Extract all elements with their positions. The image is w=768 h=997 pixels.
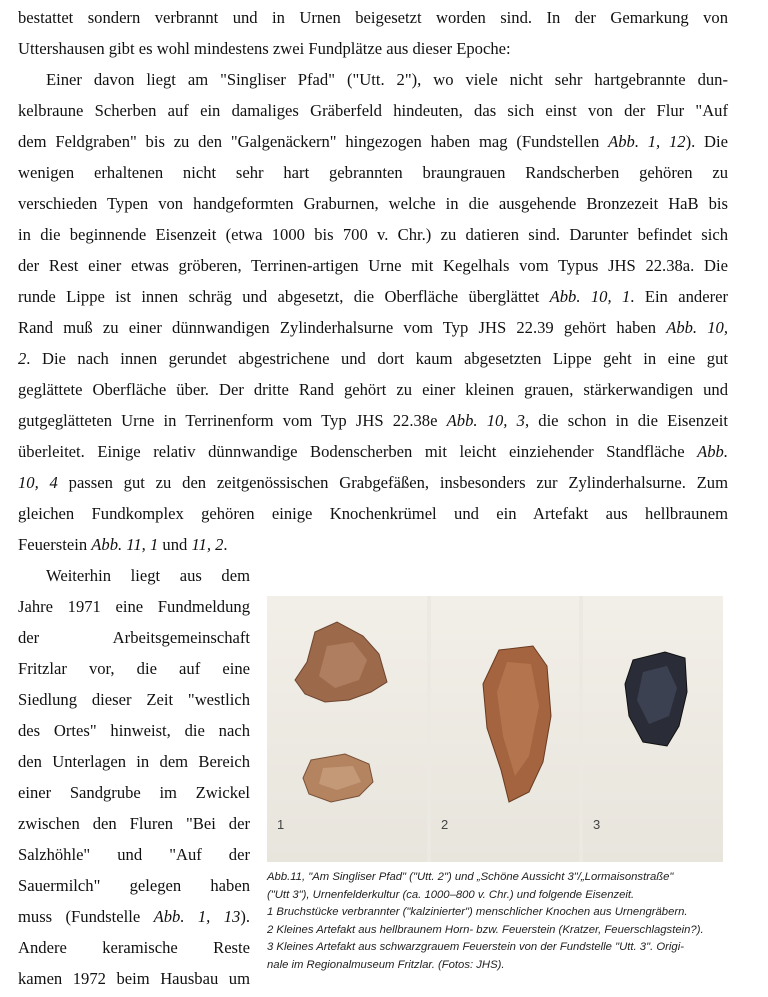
text-line: der Rest einer etwas gröberen, Terrinen-artigen Urne mit Kegelhals vom Typus JHS 22.38a. Die: [18, 256, 728, 275]
column-line: muss (Fundstelle Abb. 1, 13).: [18, 907, 250, 926]
figure-caption: [267, 869, 727, 975]
text-line: gleichen Fundkomplex gehören einige Knochenkrümel und ein Artefakt aus hellbraunem: [18, 504, 728, 523]
caption-line: 2 Kleines Artefakt aus hellbraunem Horn- bzw. Feuerstein (Kratzer, Feuerschlagstein?).: [267, 923, 704, 936]
caption-line: 1 Bruchstücke verbrannter ("kalzinierter") menschlicher Knochen aus Urnengräbern.: [267, 906, 688, 919]
black-flint-artifact-image: [583, 596, 723, 862]
text-line: wenigen erhaltenen nicht sehr hart gebrannten braungrauen Randscherben gehören zu: [18, 163, 728, 182]
photo-panel-2: [431, 596, 579, 862]
text-line: Einer davon liegt am "Singliser Pfad" ("Utt. 2"), wo viele nicht sehr hartgebrannte dun-: [46, 70, 728, 89]
column-line: den Unterlagen in dem Bereich: [18, 752, 250, 771]
column-line: einer Sandgrube im Zwickel: [18, 783, 250, 802]
column-line: Jahre 1971 eine Fundmeldung: [18, 597, 250, 616]
figure-label-3: 3: [593, 817, 601, 832]
text-line: überleitet. Einige relativ dünnwandige Bodenscherben mit leicht einziehender Standfläche Abb.: [18, 442, 728, 461]
text-line: gutgeglätteten Urne in Terrinenform vom Typ JHS 22.38e Abb. 10, 3, die schon in die Eisenzeit: [18, 411, 729, 430]
text-line: 2. Die nach innen gerundet abgestrichene und dort kaum abgesetzten Lippe geht in eine gut: [18, 349, 728, 368]
artifact-photo-figure: [267, 596, 723, 862]
text-line: runde Lippe ist innen schräg und abgesetzt, die Oberfläche überglättet Abb. 10, 1. Ein anderer: [18, 287, 728, 306]
text-line: bestattet sondern verbrannt und in Urnen beigesetzt worden sind. In der Gemarkung von: [18, 8, 728, 27]
column-line: kamen 1972 beim Hausbau um: [18, 969, 250, 988]
text-line: kelbraune Scherben auf ein damaliges Gräberfeld hindeuten, das sich einst von der Flur "Auf: [18, 101, 728, 120]
caption-line: 3 Kleines Artefakt aus schwarzgrauem Feuerstein von der Fundstelle "Utt. 3". Origi-: [267, 941, 684, 954]
bone-fragments-image: [267, 596, 427, 862]
column-line: Siedlung dieser Zeit "westlich: [18, 690, 250, 709]
column-line: Salzhöhle" und "Auf der: [18, 845, 250, 864]
column-line: Sauermilch" gelegen haben: [18, 876, 250, 895]
column-line: Andere keramische Reste: [18, 938, 250, 957]
text-line: in die beginnende Eisenzeit (etwa 1000 bis 700 v. Chr.) zu datieren sind. Darunter befindet sich: [18, 225, 728, 244]
figure-label-2: 2: [441, 817, 449, 832]
text-line: geglättete Oberfläche über. Der dritte Rand gehört zu einer kleinen grauen, stärkerwandigen und: [18, 380, 728, 399]
column-line: zwischen den Fluren "Bei der: [18, 814, 250, 833]
caption-line: Abb.11, "Am Singliser Pfad" ("Utt. 2") und „Schöne Aussicht 3"/„Lormaisonstraße": [267, 871, 674, 883]
photo-panel-1: [267, 596, 427, 862]
text-line: Rand muß zu einer dünnwandigen Zylinderhalsurne vom Typ JHS 22.39 gehört haben Abb. 10,: [18, 318, 728, 337]
caption-line: nale im Regionalmuseum Fritzlar. (Fotos: JHS).: [267, 958, 505, 971]
column-line: Fritzlar vor, die auf eine: [18, 659, 250, 678]
photo-panel-3: [583, 596, 723, 862]
text-line: dem Feldgraben" bis zu den "Galgenäckern" hingezogen haben mag (Fundstellen Abb. 1, 12). Die: [18, 132, 728, 151]
text-line: verschieden Typen von handgeformten Graburnen, welche in die ausgehende Bronzezeit HaB bis: [18, 194, 728, 213]
text-line: Uttershausen gibt es wohl mindestens zwei Fundplätze aus dieser Epoche:: [18, 39, 511, 58]
column-line: des Ortes" hinweist, die nach: [18, 721, 250, 740]
column-line: Weiterhin liegt aus dem: [46, 566, 250, 585]
column-line: der Arbeitsgemeinschaft: [18, 628, 250, 647]
text-line: Feuerstein Abb. 11, 1 und 11, 2.: [18, 535, 228, 554]
figure-label-1: 1: [277, 817, 285, 832]
caption-line: ("Utt 3"), Urnenfelderkultur (ca. 1000–800 v. Chr.) und folgende Eisenzeit.: [267, 888, 635, 901]
text-line: 10, 4 passen gut zu den zeitgenössischen Grabgefäßen, insbesonders zur Zylinderhalsurne. Zum: [18, 473, 728, 492]
brown-flint-artifact-image: [431, 596, 579, 862]
